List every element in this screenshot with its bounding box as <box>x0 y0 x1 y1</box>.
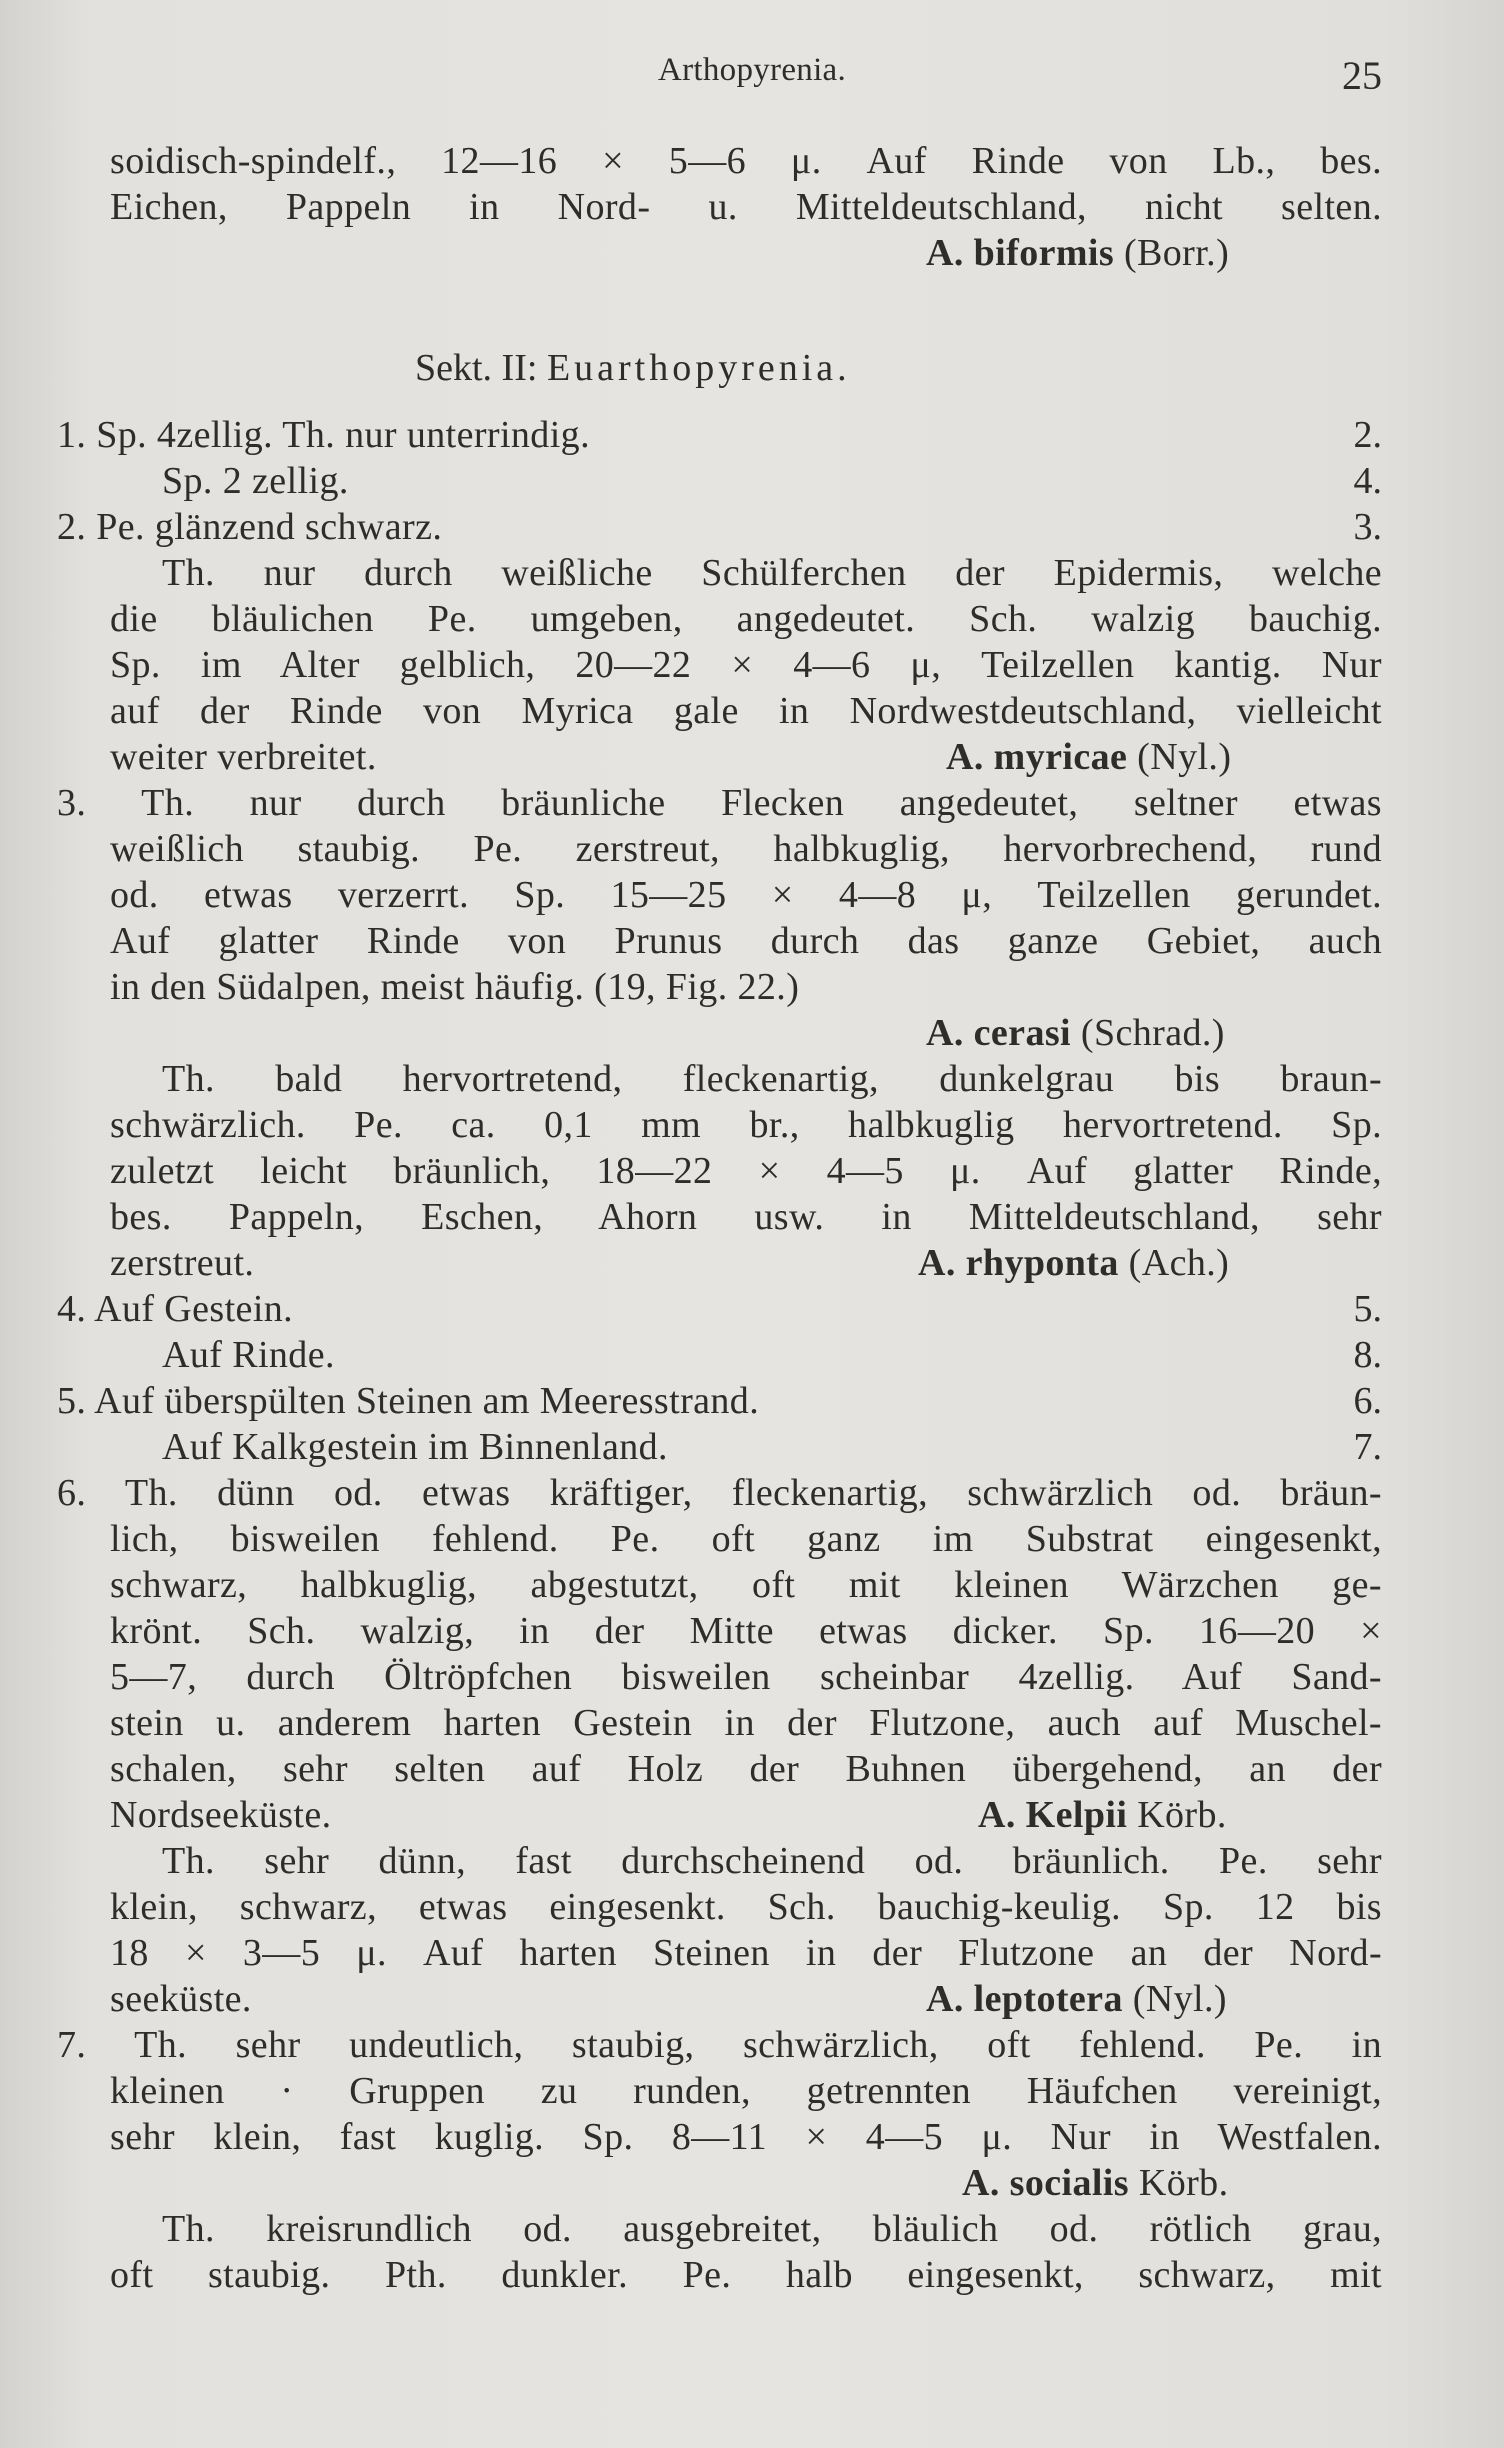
species-name <box>978 1792 1227 1838</box>
species-author: Körb. <box>1138 2162 1229 2204</box>
key-reference: 3. <box>1353 506 1382 548</box>
text-line: Sp. im Alter gelblich, 20—22 × 4—6 μ, Teilzellen kantig. Nur <box>110 644 1382 686</box>
text-line: sehr klein, fast kuglig. Sp. 8—11 × 4—5 μ. Nur in Westfalen. <box>110 2116 1382 2158</box>
text-line: kleinen · Gruppen zu runden, getrennten Häufchen vereinigt, <box>110 2070 1382 2112</box>
species-name <box>926 1010 1225 1056</box>
key-line: Sp. 2 zellig. <box>162 460 349 502</box>
text-line: weißlich staubig. Pe. zerstreut, halbkuglig, hervorbrechend, rund <box>110 828 1382 870</box>
text-line: 18 × 3—5 μ. Auf harten Steinen in der Flutzone an der Nord- <box>110 1932 1382 1974</box>
species-author: (Ach.) <box>1128 1242 1230 1284</box>
key-reference: 6. <box>1353 1380 1382 1422</box>
text-line: Th. nur durch weißliche Schülferchen der Epidermis, welche <box>162 552 1382 594</box>
text-line: Eichen, Pappeln in Nord- u. Mitteldeutschland, nicht selten. <box>110 186 1382 228</box>
section-heading-name: Euarthopyrenia. <box>546 347 851 389</box>
key-line: 5. Auf überspülten Steinen am Meeresstrand. <box>57 1380 760 1422</box>
species-binomial: A. socialis <box>962 2162 1129 2204</box>
text-line: stein u. anderem harten Gestein in der Flutzone, auch auf Muschel- <box>110 1702 1382 1744</box>
text-line: soidisch-spindelf., 12—16 × 5—6 μ. Auf Rinde von Lb., bes. <box>110 140 1382 182</box>
text-line: Nordseeküste. <box>110 1794 332 1836</box>
key-line: Auf Rinde. <box>162 1334 335 1376</box>
text-line: schwarz, halbkuglig, abgestutzt, oft mit kleinen Wärzchen ge- <box>110 1564 1382 1606</box>
species-author: (Borr.) <box>1123 232 1230 274</box>
text-line: zerstreut. <box>110 1242 255 1284</box>
key-reference: 7. <box>1353 1426 1382 1468</box>
text-line: krönt. Sch. walzig, in der Mitte etwas dicker. Sp. 16—20 × <box>110 1610 1382 1652</box>
key-line: 6. Th. dünn od. etwas kräftiger, fleckenartig, schwärzlich od. bräun- <box>57 1472 1382 1514</box>
key-line: 1. Sp. 4zellig. Th. nur unterrindig. <box>57 414 590 456</box>
text-line: 5—7, durch Öltröpfchen bisweilen scheinbar 4zellig. Auf Sand- <box>110 1656 1382 1698</box>
species-binomial: A. biformis <box>926 232 1115 274</box>
key-line: 3. Th. nur durch bräunliche Flecken angedeutet, seltner etwas <box>57 782 1382 824</box>
text-line: auf der Rinde von Myrica gale in Nordwestdeutschland, vielleicht <box>110 690 1382 732</box>
text-line: schalen, sehr selten auf Holz der Buhnen übergehend, an der <box>110 1748 1382 1790</box>
species-name <box>918 1240 1229 1286</box>
text-line: od. etwas verzerrt. Sp. 15—25 × 4—8 μ, Teilzellen gerundet. <box>110 874 1382 916</box>
key-line: 2. Pe. glänzend schwarz. <box>57 506 443 548</box>
text-line: bes. Pappeln, Eschen, Ahorn usw. in Mitteldeutschland, sehr <box>110 1196 1382 1238</box>
species-author: (Nyl.) <box>1132 1978 1227 2020</box>
text-line: Th. kreisrundlich od. ausgebreitet, bläulich od. rötlich grau, <box>162 2208 1382 2250</box>
species-name <box>946 734 1231 780</box>
species-author: (Nyl.) <box>1137 736 1232 778</box>
key-reference: 4. <box>1353 460 1382 502</box>
section-heading <box>415 345 851 391</box>
key-line: 4. Auf Gestein. <box>57 1288 294 1330</box>
key-reference: 5. <box>1353 1288 1382 1330</box>
key-line: Auf Kalkgestein im Binnenland. <box>162 1426 668 1468</box>
text-line: Auf glatter Rinde von Prunus durch das ganze Gebiet, auch <box>110 920 1382 962</box>
species-binomial: A. Kelpii <box>978 1794 1128 1836</box>
page-number: 25 <box>1342 53 1382 98</box>
species-author: Körb. <box>1137 1794 1227 1836</box>
species-name <box>926 230 1229 276</box>
text-line: lich, bisweilen fehlend. Pe. oft ganz im Substrat eingesenkt, <box>110 1518 1382 1560</box>
species-author: (Schrad.) <box>1080 1012 1225 1054</box>
species-name <box>926 1976 1227 2022</box>
text-line: Th. sehr dünn, fast durchscheinend od. bräunlich. Pe. sehr <box>162 1840 1382 1882</box>
species-binomial: A. myricae <box>946 736 1128 778</box>
text-line: Th. bald hervortretend, fleckenartig, dunkelgrau bis braun- <box>162 1058 1382 1100</box>
text-line: klein, schwarz, etwas eingesenkt. Sch. bauchig-keulig. Sp. 12 bis <box>110 1886 1382 1928</box>
key-line: 7. Th. sehr undeutlich, staubig, schwärzlich, oft fehlend. Pe. in <box>57 2024 1382 2066</box>
text-line: schwärzlich. Pe. ca. 0,1 mm br., halbkuglig hervortretend. Sp. <box>110 1104 1382 1146</box>
key-reference: 2. <box>1353 414 1382 456</box>
text-line: weiter verbreitet. <box>110 736 377 778</box>
section-heading-prefix: Sekt. II: <box>415 347 547 389</box>
text-line: in den Südalpen, meist häufig. (19, Fig. 22.) <box>110 966 800 1008</box>
running-head: Arthopyrenia. <box>657 52 847 88</box>
text-line: oft staubig. Pth. dunkler. Pe. halb eingesenkt, schwarz, mit <box>110 2254 1382 2296</box>
species-binomial: A. rhyponta <box>918 1242 1119 1284</box>
species-binomial: A. cerasi <box>926 1012 1071 1054</box>
text-line: zuletzt leicht bräunlich, 18—22 × 4—5 μ. Auf glatter Rinde, <box>110 1150 1382 1192</box>
key-reference: 8. <box>1353 1334 1382 1376</box>
species-binomial: A. leptotera <box>926 1978 1123 2020</box>
species-name <box>962 2160 1228 2206</box>
text-line: seeküste. <box>110 1978 252 2020</box>
text-line: die bläulichen Pe. umgeben, angedeutet. Sch. walzig bauchig. <box>110 598 1382 640</box>
